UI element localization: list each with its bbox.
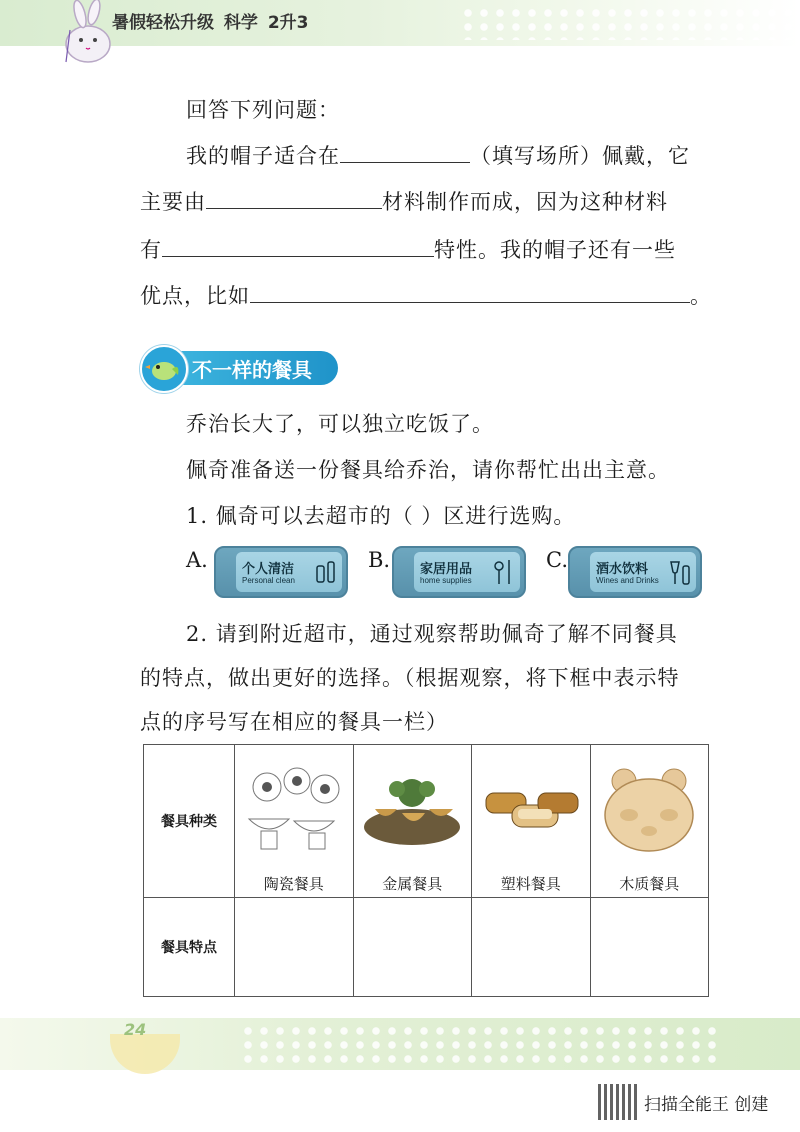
story-paragraph-1: 乔治长大了，可以独立吃饭了。 bbox=[186, 412, 494, 436]
answer-blank-place[interactable] bbox=[340, 140, 470, 163]
wooden-label: 木质餐具 bbox=[619, 874, 680, 893]
option-b-sign[interactable] bbox=[392, 546, 526, 598]
page-number: 24 bbox=[124, 1020, 147, 1039]
utensils-icon bbox=[492, 558, 516, 586]
text: 我的帽子适合在 bbox=[186, 144, 340, 168]
scanner-watermark bbox=[598, 1084, 788, 1120]
question-intro: 回答下列问题： bbox=[186, 98, 340, 122]
plastic-label: 塑料餐具 bbox=[500, 874, 561, 893]
option-a-sign[interactable] bbox=[214, 546, 348, 598]
story-paragraph-2: 佩奇准备送一份餐具给乔治，请你帮忙出出主意。 bbox=[186, 458, 670, 482]
feature-cell-metal[interactable] bbox=[353, 898, 472, 997]
wine-bottle-icon bbox=[668, 558, 692, 586]
option-b-letter: B. bbox=[368, 548, 391, 572]
question-line-3 bbox=[140, 234, 676, 264]
header-title: 暑假轻松升级 科学 2升3 bbox=[112, 13, 309, 33]
question-1: 1. 佩奇可以去超市的（ ）区进行选购。 bbox=[186, 504, 576, 528]
feature-cell-ceramic[interactable] bbox=[235, 898, 354, 997]
answer-blank-material[interactable] bbox=[206, 186, 382, 209]
plastic-cell bbox=[472, 745, 591, 898]
feature-cell-plastic[interactable] bbox=[472, 898, 591, 997]
ceramic-tableware-image bbox=[235, 759, 353, 859]
option-a-en: Personal clean bbox=[242, 576, 295, 585]
option-b-en: home supplies bbox=[420, 576, 472, 585]
answer-blank-property[interactable] bbox=[162, 234, 434, 257]
row-header-types: 餐具种类 bbox=[144, 745, 235, 898]
question-2-line-2: 的特点，做出更好的选择。（根据观察，将下框中表示特 bbox=[140, 666, 680, 690]
tableware-table bbox=[143, 744, 709, 997]
answer-blank-advantages[interactable] bbox=[250, 280, 690, 303]
qr-code-icon bbox=[598, 1084, 638, 1120]
question-line-2 bbox=[140, 186, 668, 216]
header-dot-pattern bbox=[460, 6, 800, 40]
question-2-line-1: 2. 请到附近超市，通过观察帮助佩奇了解不同餐具 bbox=[186, 622, 678, 646]
scanner-text: 扫描全能王 创建 bbox=[644, 1095, 769, 1115]
text: 有 bbox=[140, 238, 162, 262]
wooden-tableware-image bbox=[591, 759, 709, 859]
question-line-4 bbox=[140, 280, 712, 310]
section-banner bbox=[140, 345, 340, 389]
bird-icon bbox=[140, 345, 188, 393]
option-c-en: Wines and Drinks bbox=[596, 576, 659, 585]
ceramic-label: 陶瓷餐具 bbox=[263, 874, 324, 893]
question-2-line-3: 点的序号写在相应的餐具一栏） bbox=[140, 710, 448, 734]
option-c-cn: 酒水饮料 bbox=[596, 562, 649, 577]
table-row-features bbox=[144, 898, 709, 997]
metal-cell bbox=[353, 745, 472, 898]
option-a-cn: 个人清洁 bbox=[242, 562, 295, 577]
table-row-types bbox=[144, 745, 709, 898]
row-header-features: 餐具特点 bbox=[144, 898, 235, 997]
question-line-1 bbox=[186, 140, 690, 170]
option-a-letter: A. bbox=[186, 548, 208, 572]
footer-dot-pattern bbox=[240, 1024, 720, 1064]
wooden-cell bbox=[590, 745, 709, 898]
section-title: 不一样的餐具 bbox=[192, 358, 312, 382]
text: 特性。我的帽子还有一些 bbox=[434, 238, 676, 262]
option-b-cn: 家居用品 bbox=[420, 562, 473, 577]
feature-cell-wooden[interactable] bbox=[590, 898, 709, 997]
text: （填写场所）佩戴，它 bbox=[470, 144, 690, 168]
option-c-letter: C. bbox=[546, 548, 568, 572]
metal-tableware-image bbox=[354, 759, 472, 859]
plastic-tableware-image bbox=[472, 759, 590, 859]
option-c-sign[interactable] bbox=[568, 546, 702, 598]
text: 。 bbox=[690, 284, 712, 308]
metal-label: 金属餐具 bbox=[382, 874, 443, 893]
text: 主要由 bbox=[140, 190, 206, 214]
toiletries-icon bbox=[314, 558, 338, 586]
text: 材料制作而成，因为这种材料 bbox=[382, 190, 668, 214]
text: 优点，比如 bbox=[140, 284, 250, 308]
ceramic-cell bbox=[235, 745, 354, 898]
